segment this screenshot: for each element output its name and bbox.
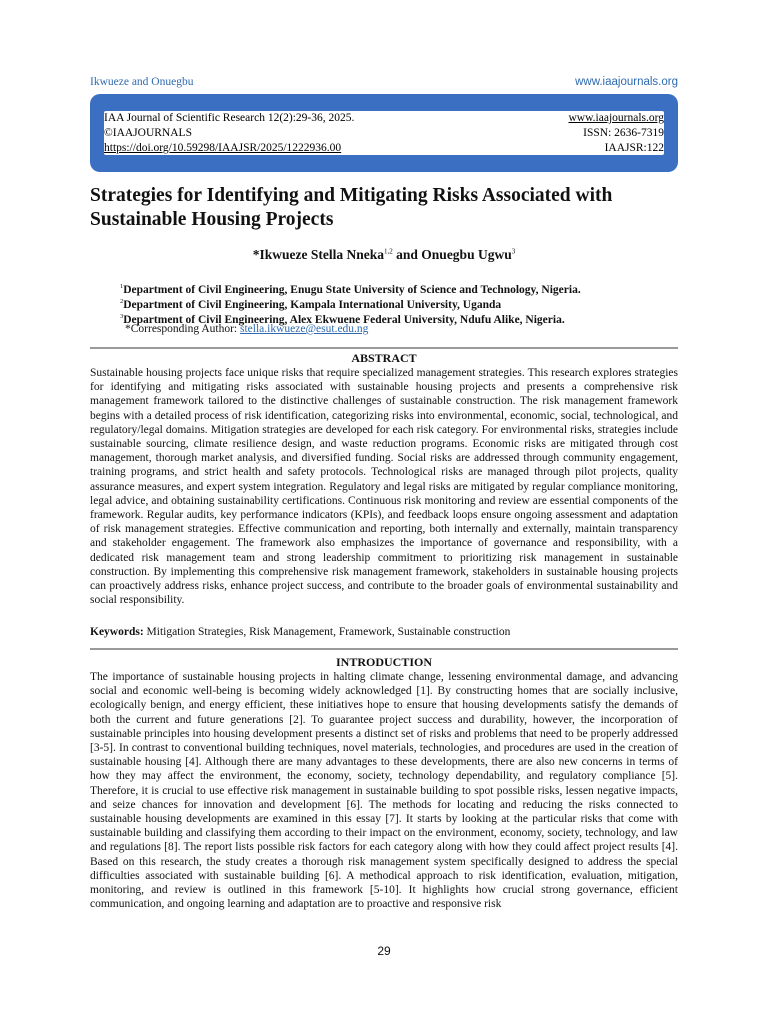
affiliation-marker: 1: [120, 283, 124, 290]
journal-info-box: [90, 94, 678, 172]
introduction-heading: INTRODUCTION: [335, 655, 432, 669]
author-2-affil-marker: 3: [511, 247, 516, 256]
journal-row-2: [104, 126, 664, 141]
author-2: Onuegbu Ugwu: [421, 247, 512, 262]
affiliation-text: Department of Civil Engineering, Kampala International University, Uganda: [123, 298, 502, 311]
author-1-affil-marker: 1,2: [384, 247, 393, 256]
running-head-website-link[interactable]: www.iaajournals.org: [575, 76, 678, 88]
running-head-authors: Ikwueze and Onuegbu: [90, 76, 194, 88]
affiliation-marker: 3: [120, 313, 124, 320]
paper-title: Strategies for Identifying and Mitigating Risks Associated with Sustainable Housing Projects: [90, 185, 613, 230]
doi-link[interactable]: https://doi.org/10.59298/IAAJSR/2025/1222936.00: [104, 142, 342, 154]
author-joiner: and: [392, 247, 422, 262]
affiliation-text: Department of Civil Engineering, Enugu State University of Science and Technology, Nigeria.: [123, 283, 581, 296]
introduction-top-rule: [90, 648, 678, 650]
corresponding-email-link[interactable]: stella.ikwueze@esut.edu.ng: [240, 323, 369, 335]
running-head: [90, 76, 678, 92]
affiliation-marker: 2: [120, 298, 124, 305]
abstract-top-rule: [90, 347, 678, 349]
introduction-body: The importance of sustainable housing projects in halting climate change, lessening environmental damage, and advancing social and economic well-being is becoming widely acknowledged [1]. By constructing homes that are socially inclusive, ecologically benign, and energy efficient, these initiatives hope to ensure that housing developments satisfy the demands of both the current and future generations [2]. To guarantee project success and durability, however, the incorporation of sustainable principles into housing development presents a distinct set of risks and problems that need to be properly addressed [3-5]. In contrast to conventional building techniques, novel materials, technologies, and procedures are used in the creation of sustainable housing [4]. Although there are many advantages to these developments, there are also new concerns in terms of how they may affect the environment, the economy, society, technology dependability, and regulatory compliance [5]. Therefore, it is crucial to use effective risk management in sustainable building to spot possible risks, lessen negative impacts, and seize chances for innovation and development [6]. The methods for locating and reducing the risks connected to sustainable housing developments are examined in this essay [7]. It starts by looking at the particular risks that come with sustainable building and classifying them according to their impact on the environment, economy, society, technology, and law and regulations [8]. The report lists possible risk factors for each category along with how they could affect project results [4]. Based on this research, the study creates a thorough risk management system specifically designed to address the special difficulties associated with sustainable building [6]. A methodical approach to risk identification, evaluation, mitigation, monitoring, and review is outlined in this framework [5-10]. It highlights how crucial strong governance, efficient communication, and ongoing learning and adaptation are to proactive and responsive risk: [90, 671, 678, 911]
keywords-label: Keywords:: [90, 626, 144, 638]
journal-website-link[interactable]: www.iaajournals.org: [568, 112, 664, 124]
keywords: [90, 626, 678, 638]
affiliation-text: Department of Civil Engineering, Alex Ekwuene Federal University, Ndufu Alike, Nigeria.: [123, 313, 565, 326]
keywords-list: Mitigation Strategies, Risk Management, Framework, Sustainable construction: [143, 626, 511, 638]
journal-citation: IAA Journal of Scientific Research 12(2):29-36, 2025.: [104, 112, 355, 124]
abstract-heading: ABSTRACT: [351, 351, 417, 365]
journal-row-3: [104, 141, 664, 156]
author-line: [90, 247, 678, 263]
corresponding-label: *Corresponding Author:: [125, 323, 240, 335]
page-number: 29: [377, 944, 391, 958]
journal-issn: ISSN: 2636-7319: [583, 127, 664, 139]
article-id: IAAJSR:122: [604, 142, 664, 154]
abstract-body: Sustainable housing projects face unique risks that require specialized management strategies. This research explores strategies for identifying and mitigating risks associated with sustainable housing projects and presents a comprehensive risk management framework tailored to the distinctive challenges of sustainable construction. The risk management framework begins with a detailed process of risk identification, categorizing risks into environmental, economic, social, technological, and regulatory/legal domains. Mitigation strategies are developed for each risk category. For environmental risks, strategies include sustainable sourcing, climate resilience design, and waste reduction programs. Economic risks are mitigated through cost management, thorough market analysis, and diversified funding. Social risks are addressed through community engagement, training programs, and strict health and safety protocols. Technological risks are managed through pilot projects, quality assurance measures, and expert system integration. Regulatory and legal risks are mitigated by regular compliance monitoring, legal advice, and obtaining sustainability certifications. Continuous risk monitoring and review are essential components of the framework. Regular audits, key performance indicators (KPIs), and feedback loops ensure ongoing assessment and adaptation of risk management strategies. Effective communication and reporting, both internally and externally, maintain transparency and stakeholder engagement. The framework also emphasizes the importance of governance and responsibility, with a dedicated risk management team and strong leadership commitment to prioritizing risk management in sustainable construction. By implementing this comprehensive risk management framework, stakeholders in sustainable housing projects can proactively address risks, enhance project success, and contribute to the broader goals of environmental sustainability and social responsibility.: [90, 367, 678, 607]
journal-row-1: [104, 111, 664, 126]
journal-publisher: ©IAAJOURNALS: [104, 127, 192, 139]
author-1: *Ikwueze Stella Nneka: [252, 247, 385, 262]
journal-info-inner: [104, 111, 664, 155]
corresponding-author: [125, 323, 368, 335]
